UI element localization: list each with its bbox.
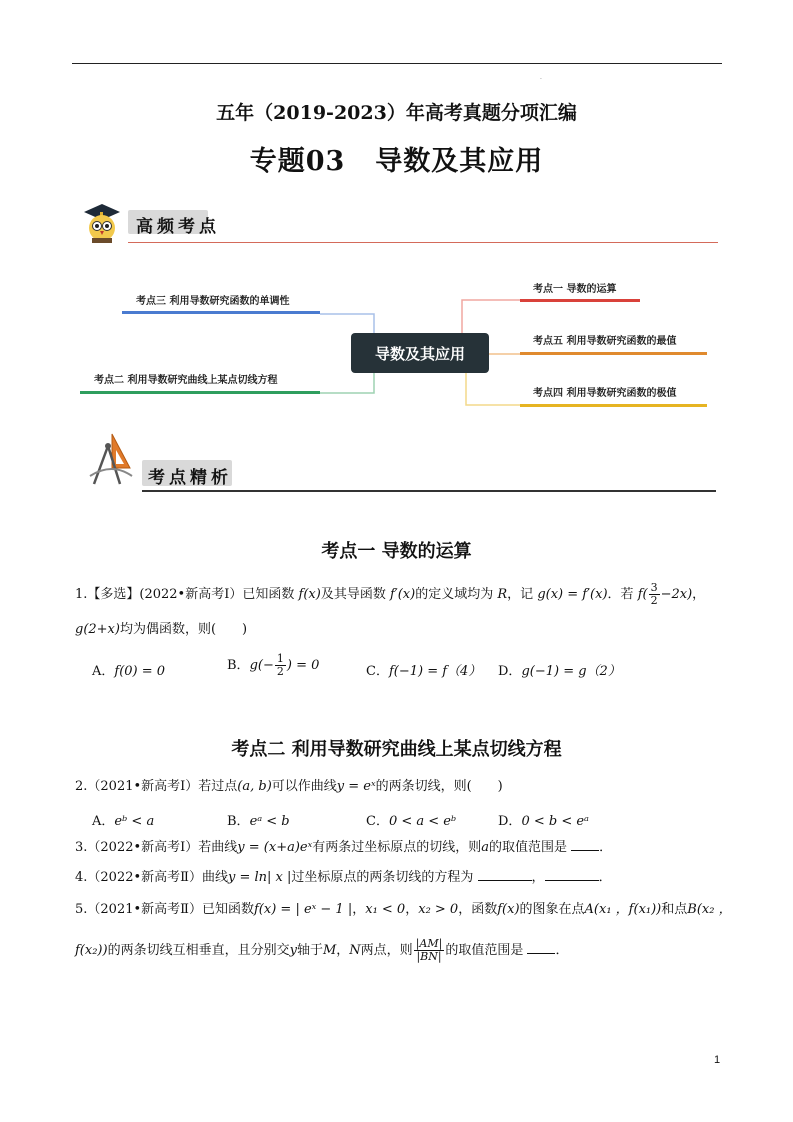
mindmap-center: 导数及其应用 [351,333,489,373]
mark-dot: . [540,74,542,81]
mindmap-underline-point1 [520,299,640,302]
mindmap-node-point4: 考点四 利用导数研究函数的极值 [533,388,677,399]
q2-option-b[interactable]: B．eᵃ < b [227,814,290,829]
mindmap-node-point2: 考点二 利用导数研究曲线上某点切线方程 [94,375,278,386]
mindmap-node-point3: 考点三 利用导数研究函数的单调性 [136,296,290,307]
question-5-line2: f(x₂))的两条切线互相垂直，且分别交y轴于M，N两点，则 $\frac{|AM|}{|BN|}$ 的取值范围是 ． [75,937,569,963]
question-4: 4.（2022•新高考Ⅱ）曲线y = ln| x |过坐标原点的两条切线的方程为 ， ． [75,870,612,885]
section-rule [142,490,716,492]
question-1-line1: 1.【多选】(2022•新高考Ⅰ）已知函数 f(x)及其导函数 f′(x)的定义域均为 R，记 g(x) = f′(x)．若 f( $\frac{3}{2}$ −2x)， [75,581,706,607]
owl-scholar-icon [80,200,124,244]
question-2: 2.（2021•新高考Ⅰ）若过点(a, b)可以作曲线y = eˣ的两条切线，则( ) [75,779,503,794]
topic-name: 导数及其应用 [375,146,544,177]
q1-option-c[interactable]: C．f(−1) = f（4） [366,664,482,679]
mindmap-underline-point4 [520,404,707,407]
section-rule [128,242,718,243]
analysis-banner [86,432,726,496]
question-1-line2: g(2+x)均为偶函数，则( ) [75,622,248,637]
q1-option-b[interactable]: B．g(− $\frac{1}{2}$ ) = 0 [227,652,320,678]
section-title-high-freq: 高频考点 [136,217,220,237]
point2-title: 考点二 利用导数研究曲线上某点切线方程 [231,739,562,760]
section-title-analysis: 考点精析 [148,468,232,488]
q1-option-a[interactable]: A．f(0) = 0 [92,664,166,679]
mindmap-underline-point3 [122,311,320,314]
fraction: $\frac{1}{2}$ [276,652,284,678]
mindmap-underline-point2 [80,391,320,394]
topic-title [0,139,793,178]
mindmap-node-point5: 考点五 利用导数研究函数的最值 [533,336,677,347]
page-title: 五年（2019-2023）年高考真题分项汇编 [216,102,577,124]
geometry-tools-icon [86,432,138,490]
mindmap-underline-point5 [520,352,707,355]
q1-option-d[interactable]: D．g(−1) = g（2） [498,664,621,679]
mindmap-node-point1: 考点一 导数的运算 [533,284,617,295]
topic-number: 专题03 [249,146,346,177]
q2-option-c[interactable]: C．0 < a < eᵇ [366,814,457,829]
q2-option-a[interactable]: A．eᵇ < a [92,814,155,829]
answer-blank[interactable] [478,868,532,881]
q2-option-d[interactable]: D．0 < b < eᵃ [498,814,589,829]
question-3: 3.（2022•新高考Ⅰ）若曲线y = (x+a)eˣ有两条过坐标原点的切线，则a的取值范围是 ． [75,840,613,855]
point1-title: 考点一 导数的运算 [321,541,472,562]
high-freq-banner [80,200,720,244]
answer-blank[interactable] [545,868,599,881]
page-number: 1 [714,1054,721,1066]
answer-blank[interactable] [527,941,555,954]
top-rule [72,63,722,64]
fraction: $\frac{|AM|}{|BN|}$ [415,937,443,963]
fraction: $\frac{3}{2}$ [650,581,658,607]
question-5-line1: 5.（2021•新高考Ⅱ）已知函数f(x) = | eˣ − 1 |，x₁ < 0，x₂ > 0，函数f(x)的图象在点A(x₁ ，f(x₁))和点B(x₂ ， [75,902,732,917]
answer-blank[interactable] [571,838,599,851]
